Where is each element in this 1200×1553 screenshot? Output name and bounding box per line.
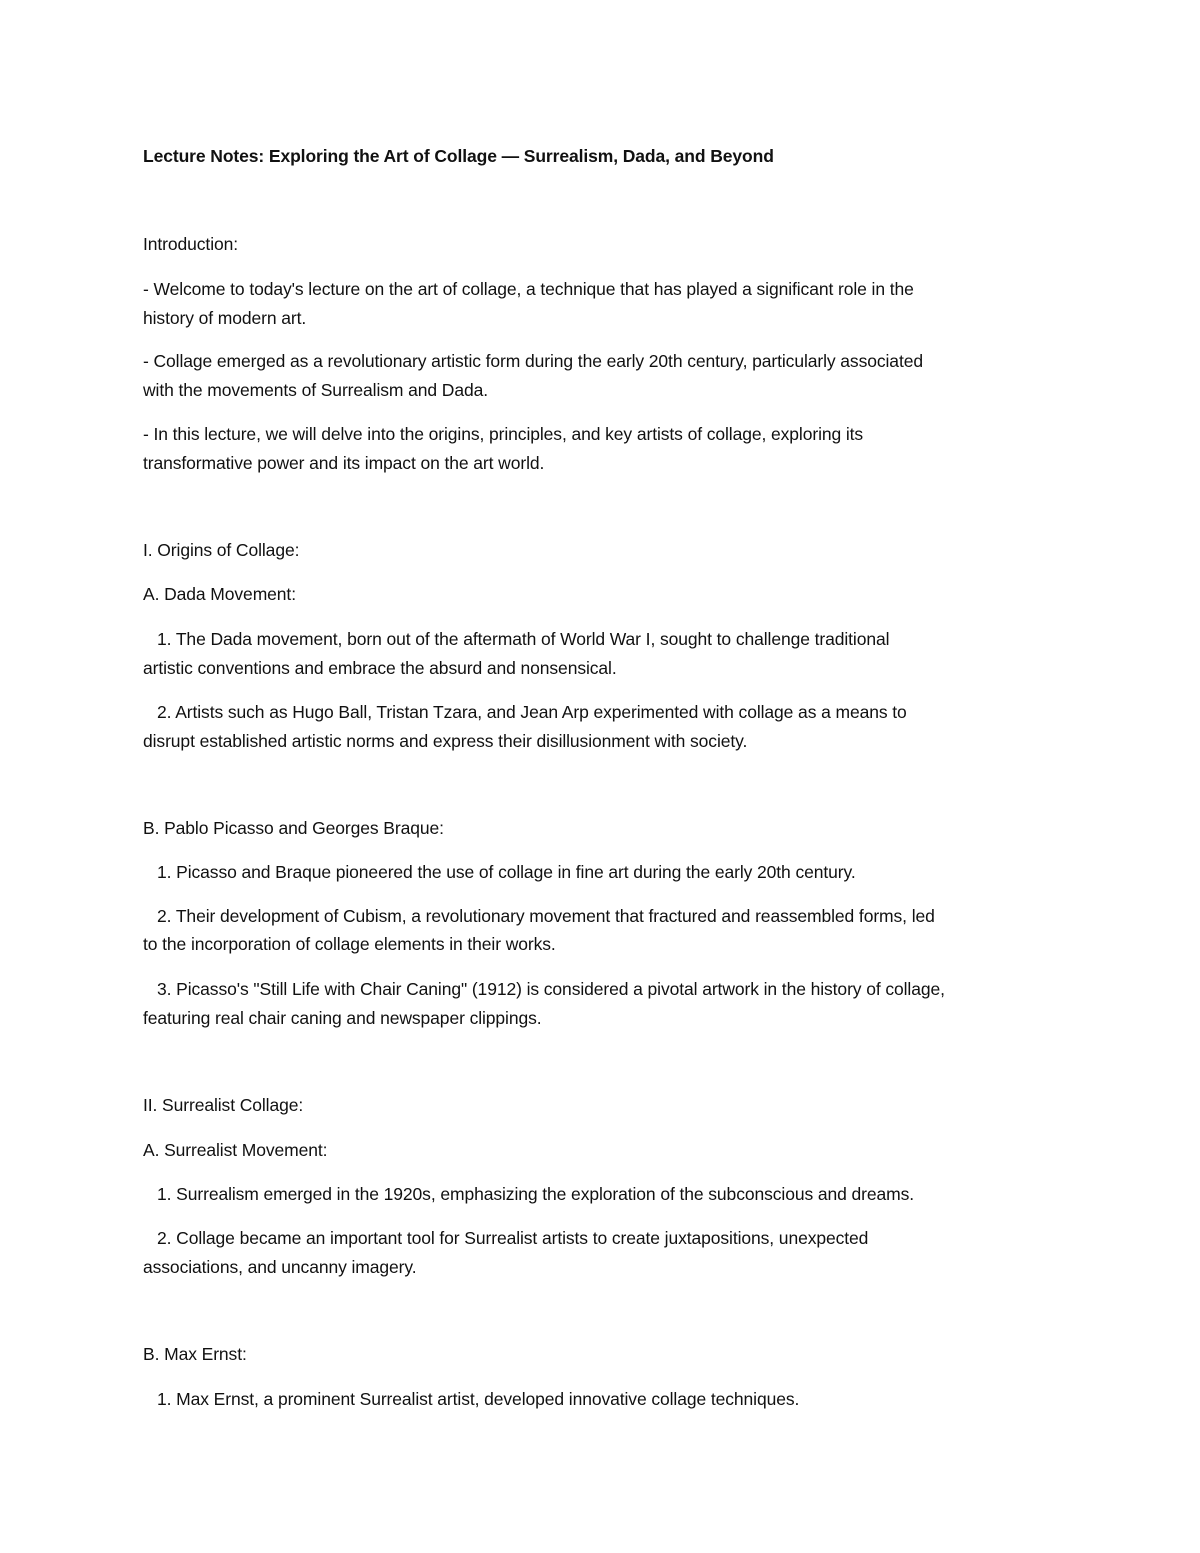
- section-2b-item-1-line-1: 1. Max Ernst, a prominent Surrealist artist, developed innovative collage techniques.: [157, 1389, 800, 1409]
- intro-paragraph-3-line-2: transformative power and its impact on the art world.: [143, 453, 545, 473]
- section-1b-item-1-line-1: 1. Picasso and Braque pioneered the use of collage in fine art during the early 20th century.: [157, 862, 856, 882]
- section-1b-item-3-line-2: featuring real chair caning and newspaper clippings.: [143, 1008, 542, 1028]
- section-1a-item-2-line-1: 2. Artists such as Hugo Ball, Tristan Tzara, and Jean Arp experimented with collage as a means to: [157, 702, 907, 722]
- section-2a-heading: A. Surrealist Movement:: [143, 1140, 328, 1160]
- section-1a-item-1-line-1: 1. The Dada movement, born out of the aftermath of World War I, sought to challenge traditional: [157, 629, 890, 649]
- section-1b-item-2-line-1: 2. Their development of Cubism, a revolutionary movement that fractured and reassembled forms, led: [157, 906, 935, 926]
- section-2a-item-2-line-1: 2. Collage became an important tool for Surrealist artists to create juxtapositions, unexpected: [157, 1228, 869, 1248]
- section-2-heading: II. Surrealist Collage:: [143, 1095, 304, 1115]
- intro-paragraph-1-line-1: - Welcome to today's lecture on the art of collage, a technique that has played a significant role in the: [143, 279, 914, 299]
- section-2a-item-2-line-2: associations, and uncanny imagery.: [143, 1257, 417, 1277]
- section-1-heading: I. Origins of Collage:: [143, 540, 300, 560]
- document-title: Lecture Notes: Exploring the Art of Collage — Surrealism, Dada, and Beyond: [143, 146, 774, 166]
- section-1b-heading: B. Pablo Picasso and Georges Braque:: [143, 818, 444, 838]
- section-1a-item-2-line-2: disrupt established artistic norms and express their disillusionment with society.: [143, 731, 748, 751]
- section-2a-item-1-line-1: 1. Surrealism emerged in the 1920s, emphasizing the exploration of the subconscious and dreams.: [157, 1184, 915, 1204]
- section-1b-item-2-line-2: to the incorporation of collage elements in their works.: [143, 934, 556, 954]
- introduction-heading: Introduction:: [143, 234, 239, 254]
- section-1a-heading: A. Dada Movement:: [143, 584, 296, 604]
- section-2b-heading: B. Max Ernst:: [143, 1344, 247, 1364]
- intro-paragraph-2-line-1: - Collage emerged as a revolutionary artistic form during the early 20th century, particularly associated: [143, 351, 923, 371]
- section-1b-item-3-line-1: 3. Picasso's "Still Life with Chair Caning" (1912) is considered a pivotal artwork in the history of collage,: [157, 979, 945, 999]
- section-1a-item-1-line-2: artistic conventions and embrace the absurd and nonsensical.: [143, 658, 617, 678]
- intro-paragraph-2-line-2: with the movements of Surrealism and Dada.: [143, 380, 488, 400]
- intro-paragraph-3-line-1: - In this lecture, we will delve into the origins, principles, and key artists of collage, exploring its: [143, 424, 864, 444]
- intro-paragraph-1-line-2: history of modern art.: [143, 308, 307, 328]
